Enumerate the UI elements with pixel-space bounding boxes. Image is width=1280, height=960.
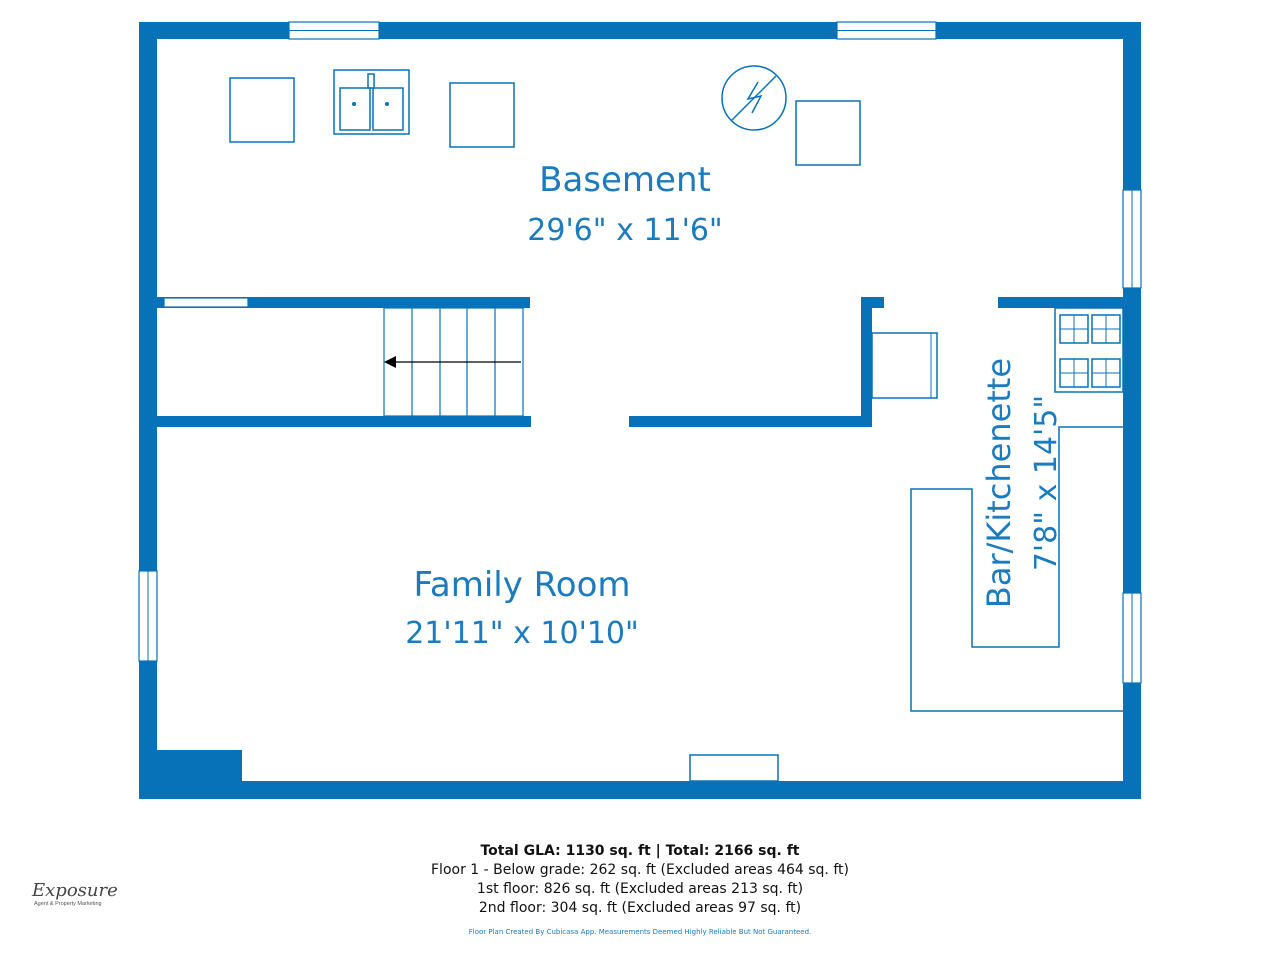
second-floor-area: 2nd floor: 304 sq. ft (Excluded areas 97 sq. ft) — [478, 900, 802, 916]
outer-wall-bottom — [139, 781, 1141, 799]
stair-wall-opening — [164, 298, 248, 307]
family-room-name: Family Room — [413, 565, 631, 605]
water-heater — [722, 66, 786, 130]
bottom-wall-fixture — [690, 755, 778, 781]
basement-size: 29'6" x 11'6" — [527, 213, 723, 248]
stair-direction-arrow — [384, 356, 396, 368]
laundry-sink — [334, 70, 409, 134]
logo-name: Exposure — [32, 880, 118, 901]
disclaimer: Floor Plan Created By Cubicasa App. Measurements Deemed Highly Reliable But Not Guaranteed. — [468, 928, 812, 936]
furnace — [796, 101, 860, 165]
appliance-box-2 — [450, 83, 514, 147]
closet-fixture — [872, 333, 937, 398]
closet-wall-top-left — [861, 297, 884, 308]
floor1-area: Floor 1 - Below grade: 262 sq. ft (Excluded areas 464 sq. ft) — [431, 862, 849, 878]
logo-tagline: Agent & Property Marketing — [34, 901, 102, 907]
window-top-left — [289, 22, 379, 39]
window-right-upper — [1123, 190, 1141, 288]
bar-name: Bar/Kitchenette — [980, 357, 1018, 609]
bar-size: 7'8" x 14'5" — [1029, 394, 1064, 572]
basement-name: Basement — [539, 160, 711, 200]
brand-logo — [32, 880, 132, 907]
window-left — [139, 571, 157, 661]
appliance-box-1 — [230, 78, 294, 142]
staircase — [384, 308, 523, 416]
corner-column — [157, 750, 242, 781]
family-room-size: 21'11" x 10'10" — [405, 616, 639, 651]
closet-wall-top-right — [998, 297, 1123, 308]
closet-wall-left — [861, 297, 872, 427]
window-top-right — [837, 22, 936, 39]
first-floor-area: 1st floor: 826 sq. ft (Excluded areas 213 sq. ft) — [476, 881, 804, 897]
stair-wall-bottom-right — [629, 416, 872, 427]
area-summary — [0, 842, 1280, 936]
outer-wall-left — [139, 22, 157, 799]
window-right-lower — [1123, 593, 1141, 683]
stair-wall-bottom-left — [157, 416, 531, 427]
stove-icon — [1055, 308, 1123, 392]
total-area: Total GLA: 1130 sq. ft | Total: 2166 sq. ft — [480, 843, 800, 859]
